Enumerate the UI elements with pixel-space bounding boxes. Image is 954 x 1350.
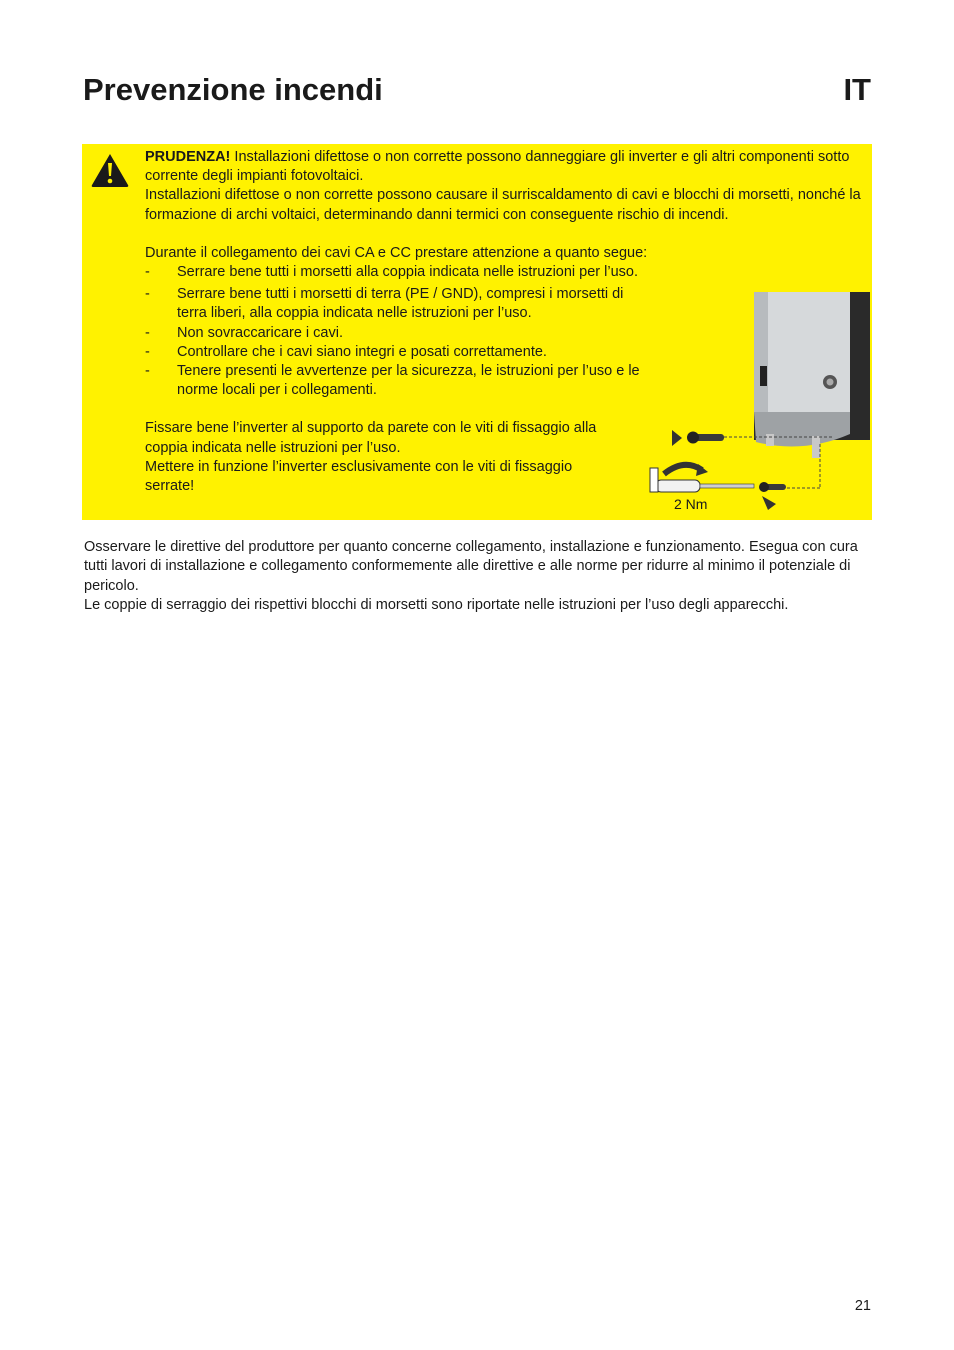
body-text (84, 538, 870, 616)
inverter-mounting-illustration (644, 292, 872, 517)
page-number: 21 (854, 1298, 871, 1314)
list-item: - Controllare che i cavi siano integri e posati correttamente. (145, 343, 655, 362)
torque-label: 2 Nm (674, 496, 708, 512)
list-item: - Serrare bene tutti i morsetti alla coppia indicata nelle istruzioni per l’uso. (145, 263, 870, 282)
caution-line-2: Installazioni difettose o non corrette possono causare il surriscaldamento di cavi e blocchi di morsetti, nonché la formazione di archi voltaici, determinando danni termici con conseguente rischio di incendi. (145, 187, 861, 223)
fixing-instruction: Fissare bene l’inverter al supporto da parete con le viti di fissaggio alla coppia indicata nelle istruzioni per l’uso. (145, 420, 597, 456)
warning-triangle-icon (90, 152, 130, 188)
caution-box (82, 144, 872, 520)
page-title: Prevenzione incendi (83, 72, 383, 107)
list-item: - Tenere presenti le avvertenze per la sicurezza, le istruzioni per l’uso e le norme locali per i collegamenti. (145, 362, 655, 400)
caution-label: PRUDENZA! (145, 149, 231, 165)
list-item: - Non sovraccaricare i cavi. (145, 324, 655, 343)
body-paragraph: Le coppie di serraggio dei rispettivi blocchi di morsetti sono riportate nelle istruzioni per l’uso degli apparecchi. (84, 597, 789, 614)
language-code: IT (843, 72, 871, 107)
operation-instruction: Mettere in funzione l’inverter esclusivamente con le viti di fissaggio serrate! (145, 458, 573, 495)
caution-intro: PRUDENZA! Installazioni difettose o non corrette possono danneggiare gli inverter e gli altri componenti sotto corrente degli impianti fotovoltaici. (145, 149, 850, 185)
list-item: - Serrare bene tutti i morsetti di terra (PE / GND), compresi i morsetti di terra liberi, alla coppia indicata nelle istruzioni per l’uso. (145, 285, 655, 323)
list-intro: Durante il collegamento dei cavi CA e CC prestare attenzione a quanto segue: (145, 244, 648, 261)
body-paragraph: Osservare le direttive del produttore per quanto concerne collegamento, installazione e funzionamento. Esegua con cura tutti lavori di installazione e collegamento conformemente alle direttive e alle norme per ridurre al minimo il potenziale di pericolo. (84, 539, 858, 594)
